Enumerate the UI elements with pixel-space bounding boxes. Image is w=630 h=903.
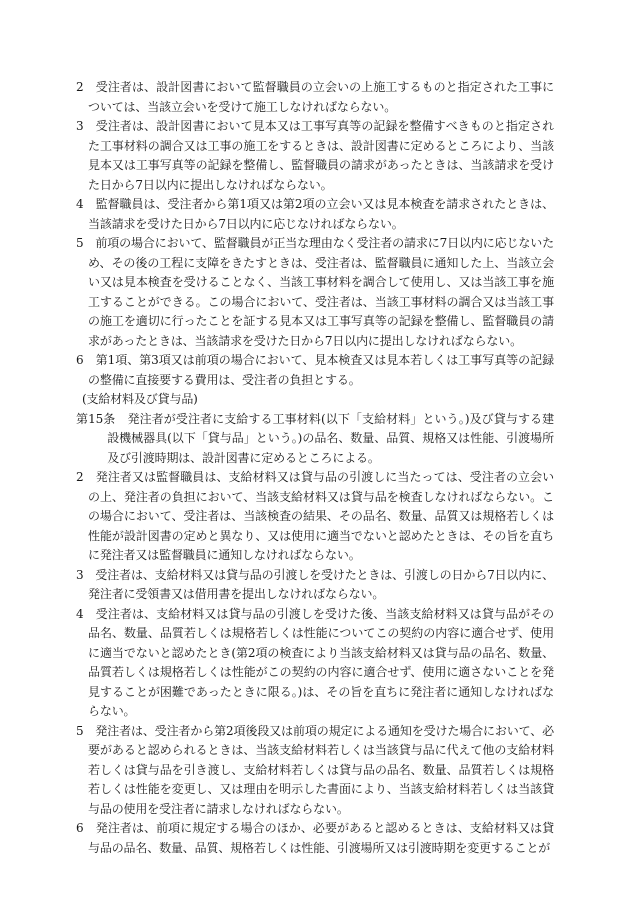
- article-15-paragraph-6: 6 発注者は、前項に規定する場合のほか、必要があると認めるときは、支給材料又は貸与品の品名、数量、品質、規格若しくは性能、引渡場所又は引渡時期を変更することが: [76, 821, 554, 855]
- article-15-paragraph-3: 3 受注者は、支給材料又は貸与品の引渡しを受けたときは、引渡しの日から7日以内に、発注者に受領書又は借用書を提出しなければならない。: [76, 567, 554, 601]
- paragraph-3-sample-records: 3 受注者は、設計図書において見本又は工事写真等の記録を整備すべきものと指定された工事材料の調合又は工事の施工をするときは、設計図書に定めるところにより、当該見本又は工事写真等の記録を整備し、監督職員の請求があったときは、当該請求を受けた日から7日以内に提出しなければならない。: [76, 119, 554, 192]
- article-15-paragraph-4: 4 受注者は、支給材料又は貸与品の引渡しを受けた後、当該支給材料又は貸与品がその品名、数量、品質若しくは規格若しくは性能についてこの契約の内容に適合せず、使用に適当でないと認めたとき(第2項の検査により当該支給材料又は貸与品の品名、数量、品質若しくは規格若しくは性能がこの契約の内容に適合せず、使用に適さないことを発見することが困難であったときに限る。)は、その旨を直ちに発注者に通知しなければならない。: [76, 606, 554, 718]
- paragraph-6-cost-burden: 6 第1項、第3項又は前項の場合において、見本検査又は見本若しくは工事写真等の記録の整備に直接要する費用は、受注者の負担とする。: [76, 353, 554, 387]
- paragraph-2-inspection-witness: 2 受注者は、設計図書において監督職員の立会いの上施工するものと指定された工事については、当該立会いを受けて施工しなければならない。: [76, 80, 554, 114]
- document-page: [76, 78, 554, 858]
- article-15: 第15条 発注者が受注者に支給する工事材料(以下「支給材料」という。)及び貸与する建設機械器具(以下「貸与品」という。)の品名、数量、品質、規格又は性能、引渡場所及び引渡時期は、設計図書に定めるところによる。: [76, 411, 554, 465]
- article-15-paragraph-2: 2 発注者又は監督職員は、支給材料又は貸与品の引渡しに当たっては、受注者の立会いの上、発注者の負担において、当該支給材料又は貸与品を検査しなければならない。この場合において、受注者は、当該検査の結果、その品名、数量、品質又は規格若しくは性能が設計図書の定めと異なり、又は使用に適当でないと認めたときは、その旨を直ちに発注者又は監督職員に通知しなければならない。: [76, 470, 554, 562]
- paragraph-5-delay-handling: 5 前項の場合において、監督職員が正当な理由なく受注者の請求に7日以内に応じないため、その後の工程に支障をきたすときは、受注者は、監督職員に通知した上、当該立会い又は見本検査を受けることなく、当該工事材料を調合して使用し、又は当該工事を施工することができる。この場合において、受注者は、当該工事材料の調合又は当該工事の施工を適切に行ったことを証する見本又は工事写真等の記録を整備し、監督職員の請求があったときは、当該請求を受けた日から7日以内に提出しなければならない。: [76, 236, 554, 348]
- paragraph-4-supervisor-response: 4 監督職員は、受注者から第1項又は第2項の立会い又は見本検査を請求されたときは、当該請求を受けた日から7日以内に応じなければならない。: [76, 197, 554, 231]
- section-heading-supplied-materials: (支給材料及び貸与品): [82, 392, 198, 406]
- article-15-paragraph-5: 5 発注者は、受注者から第2項後段又は前項の規定による通知を受けた場合において、必要があると認められるときは、当該支給材料若しくは当該貸与品に代えて他の支給材料若しくは貸与品を引き渡し、支給材料若しくは貸与品の品名、数量、品質若しくは規格若しくは性能を変更し、又は理由を明示した書面により、当該支給材料若しくは当該貸与品の使用を受注者に請求しなければならない。: [76, 723, 554, 816]
